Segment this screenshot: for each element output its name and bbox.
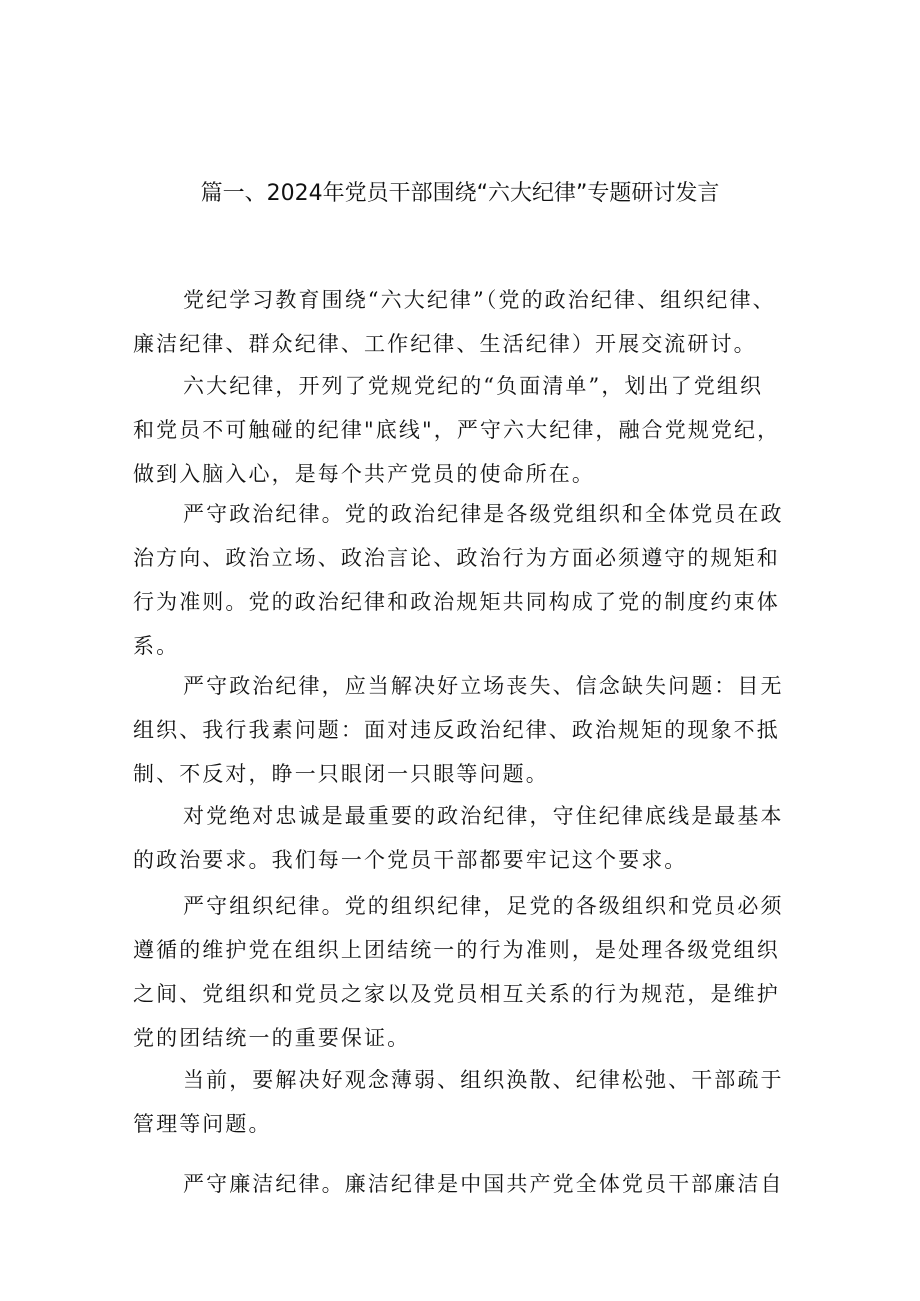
paragraph: [133, 794, 813, 882]
paragraph-line: 廉洁纪律、群众纪律、工作纪律、生活纪律）开展交流研讨。: [133, 332, 757, 356]
paragraph: [133, 884, 813, 1060]
paragraph-line: 和党员不可触碰的纪律"底线"，严守六大纪律，融合党规党纪，: [133, 418, 781, 442]
paragraph-line: 遵循的维护党在组织上团结统一的行为准则，是处理各级党组织: [133, 938, 780, 962]
paragraph-line: 的政治要求。我们每一个党员干部都要牢记这个要求。: [133, 848, 688, 872]
paragraph: [133, 1162, 813, 1206]
paragraph-line: 当前，要解决好观念薄弱、组织涣散、纪律松弛、干部疏于: [183, 1068, 784, 1092]
paragraph-line: 组织、我行我素问题：面对违反政治纪律、政治规矩的现象不抵: [133, 718, 780, 742]
paragraph-line: 党纪学习教育围绕“六大纪律”（党的政治纪律、组织纪律、: [183, 288, 776, 312]
paragraph-line: 制、不反对，睁一只眼闭一只眼等问题。: [133, 762, 549, 786]
paragraph-line: 六大纪律，开列了党规党纪的“负面清单”，划出了党组织: [183, 374, 764, 398]
paragraph: [133, 1058, 813, 1146]
paragraph: [133, 492, 813, 668]
paragraph: [133, 664, 813, 796]
paragraph-line: 行为准则。党的政治纪律和政治规矩共同构成了党的制度约束体: [133, 590, 780, 614]
paragraph-line: 管理等问题。: [133, 1112, 272, 1136]
paragraph-line: 治方向、政治立场、政治言论、政治行为方面必须遵守的规矩和: [133, 546, 780, 570]
paragraph-line: 严守廉洁纪律。廉洁纪律是中国共产党全体党员干部廉洁自: [183, 1172, 784, 1196]
paragraph-line: 对党绝对忠诚是最重要的政治纪律，守住纪律底线是最基本: [183, 804, 784, 828]
paragraph-line: 严守组织纪律。党的组织纪律，足党的各级组织和党员必须: [183, 894, 784, 918]
document-title: 篇一、2024年党员干部围绕“六大纪律”专题研讨发言: [200, 181, 720, 206]
paragraph: [133, 364, 813, 496]
paragraph: [133, 278, 813, 366]
paragraph-line: 系。: [133, 634, 180, 658]
paragraph-line: 严守政治纪律，应当解决好立场丧失、信念缺失问题：目无: [183, 674, 784, 698]
paragraph-line: 做到入脑入心，是每个共产党员的使命所在。: [133, 462, 595, 486]
paragraph-line: 之间、党组织和党员之家以及党员相互关系的行为规范，是维护: [133, 982, 780, 1006]
paragraph-line: 严守政治纪律。党的政治纪律是各级党组织和全体党员在政: [183, 502, 784, 526]
paragraph-line: 党的团结统一的重要保证。: [133, 1026, 411, 1050]
